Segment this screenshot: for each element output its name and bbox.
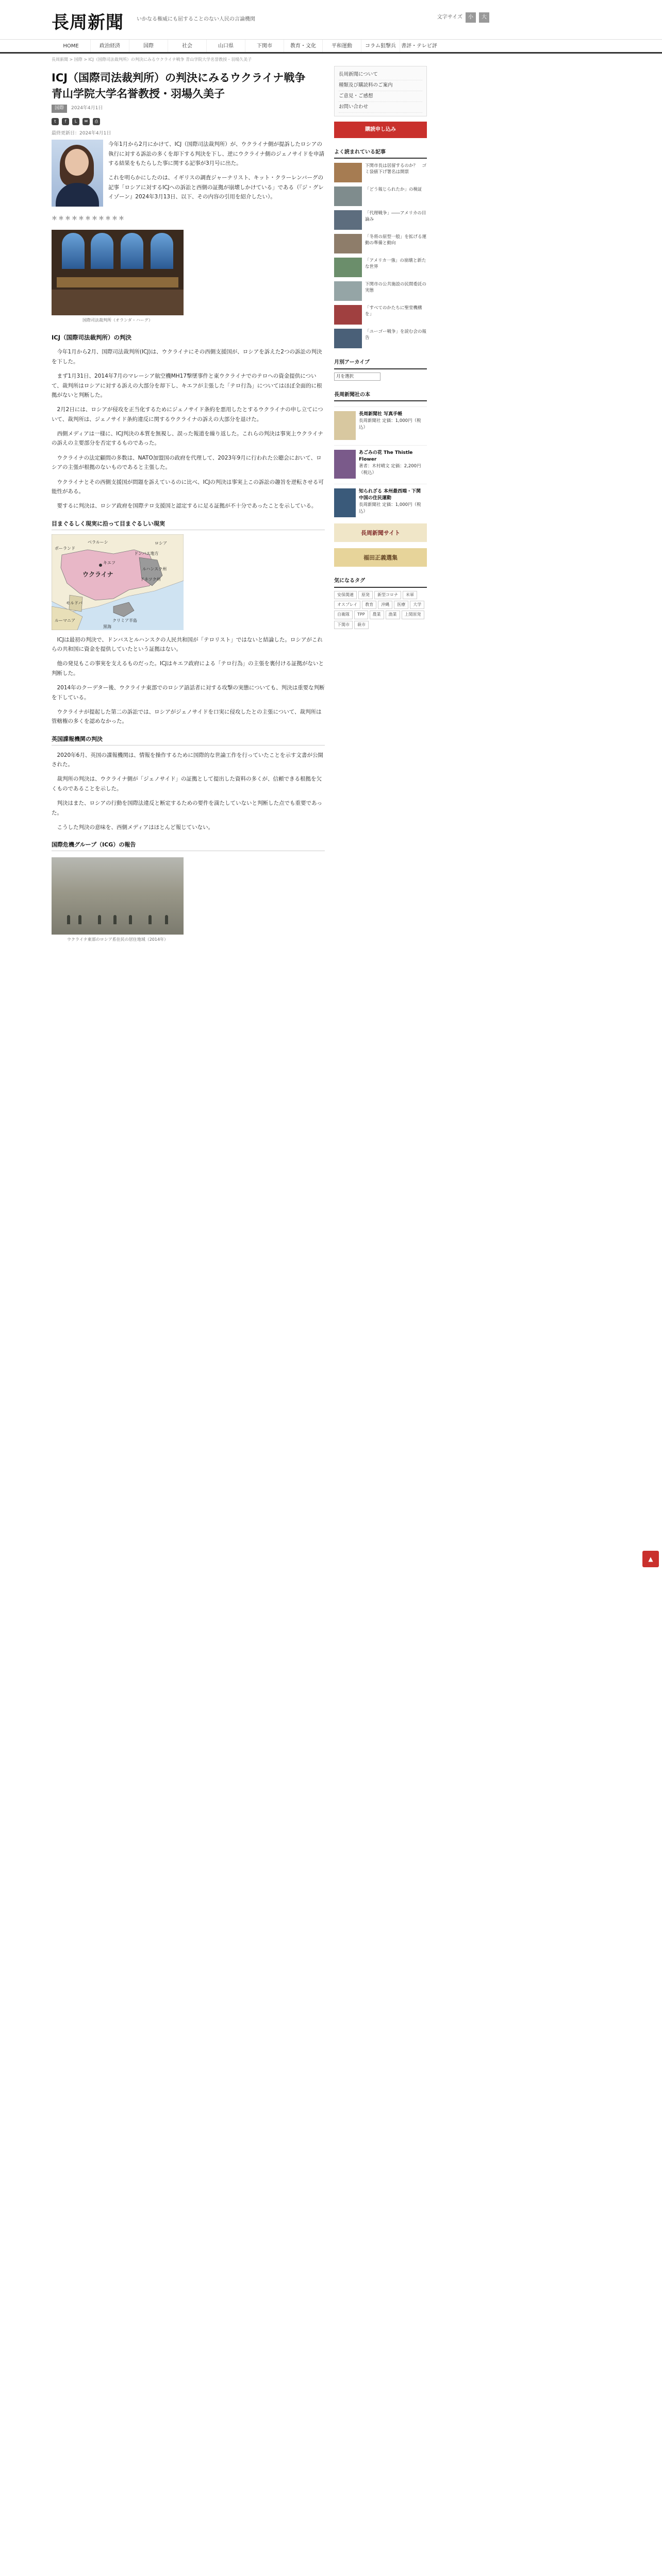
print-icon[interactable]: ⎙ bbox=[93, 118, 100, 125]
twitter-icon[interactable]: t bbox=[52, 118, 59, 125]
ranking-item[interactable]: 「冬将の原型一般」を拡げる運動の準備と動向 bbox=[334, 234, 427, 253]
books-title: 長周新聞社の本 bbox=[334, 391, 427, 402]
sidebar-link-contact[interactable]: お問い合わせ bbox=[339, 102, 422, 113]
map-label-russia: ロシア bbox=[155, 540, 167, 546]
map-label-luhansk: ルハンスク州 bbox=[142, 566, 167, 571]
tag-item[interactable]: 農業 bbox=[370, 611, 384, 619]
icj-court-photo bbox=[52, 230, 184, 315]
tag-item[interactable]: 自衛隊 bbox=[334, 611, 353, 619]
nav-item-yamaguchi[interactable]: 山口県 bbox=[206, 40, 245, 52]
updated-date: 最終更新日：2024年4月1日 bbox=[52, 131, 111, 137]
tag-item[interactable]: 米軍 bbox=[403, 591, 417, 599]
tag-cloud bbox=[334, 591, 427, 630]
article-date: 2024年4月1日 bbox=[71, 106, 103, 111]
author-portrait bbox=[52, 140, 103, 207]
nav-item-peace[interactable]: 平和運動 bbox=[322, 40, 361, 52]
mail-icon[interactable]: ✉ bbox=[82, 118, 90, 125]
breadcrumb[interactable]: 長周新聞 > 国際 > ICJ（国際司法裁判所）の判決にみるウクライナ戦争 青山学院大学名誉教授・羽場久美子 bbox=[52, 57, 252, 62]
map-label-poland: ポーランド bbox=[55, 546, 75, 551]
tag-item[interactable]: 大学 bbox=[410, 601, 424, 609]
article-paragraph: まず1月31日、2014年7月のマレーシア航空機MH17撃墜事件と東ウクライナでのテロへの資金提供について、裁判所はロシアに対する訴えの大部分を却下し、キエフが主張した「テロ行為」についてはほぼ全面的に根拠がないと判断した。 bbox=[52, 373, 322, 398]
site-logo[interactable]: 長周新聞 bbox=[52, 12, 124, 33]
article-paragraph: 判決はまた、ロシアの行動を国際法違反と断定するための要件を満たしていないと判断した点でも重要であった。 bbox=[52, 800, 322, 816]
ukraine-map bbox=[52, 534, 184, 630]
photo-caption: ウクライナ東部のロシア系住民の居住地域（2014年） bbox=[67, 937, 169, 942]
nav-item-review[interactable]: 書評・テレビ評 bbox=[400, 40, 438, 52]
facebook-icon[interactable]: f bbox=[62, 118, 69, 125]
tag-item[interactable]: 医療 bbox=[394, 601, 408, 609]
tag-item[interactable]: 沖縄 bbox=[378, 601, 392, 609]
article-paragraph: 2020年6月、英国の諜報機関は、情報を操作するために国際的な世論工作を行っていたことを示す文書が公開された。 bbox=[52, 752, 323, 768]
line-icon[interactable]: L bbox=[72, 118, 79, 125]
tag-item[interactable]: 下関市 bbox=[334, 621, 353, 629]
article-paragraph: 裁判所の判決は、ウクライナ側が「ジェノサイド」の証拠として提出した資料の多くが、信頼できる根拠を欠くものであることを示した。 bbox=[52, 776, 322, 792]
sidebar-link-feedback[interactable]: ご意見・ご感想 bbox=[339, 91, 422, 102]
sidebar-link-subscription-info[interactable]: 種類及び購読料のご案内 bbox=[339, 80, 422, 91]
tags-title: 気になるタグ bbox=[334, 577, 427, 588]
nav-item-shimonoseki[interactable]: 下関市 bbox=[245, 40, 284, 52]
tag-item[interactable]: オスプレイ bbox=[334, 601, 360, 609]
tag-item[interactable]: 安保関連 bbox=[334, 591, 357, 599]
map-label-black-sea: 黒海 bbox=[103, 624, 111, 629]
font-large-button[interactable]: 大 bbox=[479, 12, 489, 23]
kyiv-marker bbox=[99, 564, 102, 567]
site-banner[interactable]: 長周新聞サイト bbox=[334, 523, 427, 542]
section-heading: 目まぐるしく現実に沿って目まぐるしい現実 bbox=[52, 519, 325, 530]
photo-caption: 国際司法裁判所（オランダ・ハーグ） bbox=[82, 318, 153, 323]
site-header bbox=[0, 0, 662, 39]
tag-item[interactable]: TPP bbox=[354, 611, 368, 619]
tag-item[interactable]: 上関原発 bbox=[402, 611, 424, 619]
article-paragraph: ウクライナが提起した第二の訴訟では、ロシアがジェノサイドを口実に侵攻したとの主張について、裁判所は管轄権の多くを認めなかった。 bbox=[52, 708, 322, 725]
article-paragraph: 要するに判決は、ロシア政府を国際テロ支援国と認定するに足る証拠が不十分であったことを示している。 bbox=[57, 503, 317, 510]
tag-item[interactable]: 原発 bbox=[358, 591, 373, 599]
nav-item-home[interactable]: HOME bbox=[63, 43, 79, 49]
nav-item-politics[interactable]: 政治経済 bbox=[90, 40, 129, 52]
archive-select[interactable]: 月を選択 bbox=[334, 372, 380, 381]
article-paragraph: 今年1月から2月、国際司法裁判所(ICJ)は、ウクライナにその西側支援国が、ロシアを訴えた2つの訴訟の判決を下した。 bbox=[52, 349, 322, 365]
map-label-donetsk: ドネツク州 bbox=[140, 577, 161, 582]
ranking-item[interactable]: 「代理戦争」――アメリカの目論み bbox=[334, 210, 427, 230]
article-paragraph: ウクライナとその西側支援国が問題を訴えているのに比べ、ICJの判決は事実上この訴訟の趣旨を逆転させる可能性がある。 bbox=[52, 479, 324, 495]
sidebar bbox=[334, 66, 427, 629]
category-badge[interactable]: 国際 bbox=[52, 105, 67, 113]
info-links bbox=[334, 66, 427, 116]
selection-banner[interactable]: 福田正義選集 bbox=[334, 548, 427, 567]
map-label-crimea: クリミア半島 bbox=[112, 618, 137, 623]
article bbox=[52, 66, 325, 943]
map-label-ukraine: ウクライナ bbox=[82, 570, 113, 578]
article-title: ICJ（国際司法裁判所）の判決にみるウクライナ戦争 青山学院大学名誉教授・羽場久美子 bbox=[52, 72, 317, 100]
font-size-control bbox=[437, 12, 489, 23]
tag-item[interactable]: 教育 bbox=[362, 601, 376, 609]
ranking-item[interactable]: 下関市の公共施設の民間委託の実態 bbox=[334, 281, 427, 301]
article-paragraph: 他の発見もこの事実を支えるものだった。ICJはキエフ政府による「テロ行為」の主張を裏付ける証拠がないと判断した。 bbox=[52, 660, 324, 676]
article-paragraph: こうした判決の意味を、西側メディアはほとんど報じていない。 bbox=[57, 824, 214, 831]
tag-item[interactable]: 萩市 bbox=[354, 621, 369, 629]
lead-paragraph: 今年1月から2月にかけて、ICJ（国際司法裁判所）が、ウクライナ側が提訴したロシアの執行に対する訴訟の多くを却下する判決を下し、逆にウクライナ側のジェノサイドを申請する結果をもたらした事に関する記事が3月号に出た。 bbox=[108, 141, 324, 166]
main-nav bbox=[0, 39, 662, 54]
share-buttons bbox=[52, 118, 325, 125]
nav-item-international[interactable]: 国際 bbox=[129, 40, 168, 52]
article-paragraph: 2014年のクーデター後、ウクライナ東部でのロシア語話者に対する攻撃の実態についても、判決は重要な判断を下している。 bbox=[52, 685, 325, 701]
ranking-item[interactable]: 「どう報じられたか」の検証 bbox=[334, 187, 427, 206]
tag-item[interactable]: 新型コロナ bbox=[374, 591, 401, 599]
tag-item[interactable]: 漁業 bbox=[386, 611, 400, 619]
map-label-moldova: モルドバ bbox=[66, 600, 82, 605]
nav-item-column[interactable]: コラム狙撃兵 bbox=[361, 40, 400, 52]
ranking-item[interactable]: 下関市長は居留するのか？ ゴミ袋値下げ署名は開票 bbox=[334, 163, 427, 182]
font-size-label: 文字サイズ bbox=[437, 14, 462, 21]
site-tagline: いかなる権威にも屈することのない人民の言論機関 bbox=[137, 16, 255, 22]
archive-title: 月別アーカイブ bbox=[334, 359, 427, 369]
nav-item-education[interactable]: 教育・文化 bbox=[284, 40, 322, 52]
map-label-kyiv: キエフ bbox=[103, 560, 115, 565]
ranking-title: よく読まれている記事 bbox=[334, 148, 427, 159]
section-heading: 国際危機グループ（ICG）の報告 bbox=[52, 840, 325, 851]
map-label-romania: ルーマニア bbox=[55, 618, 75, 623]
map-label-donbas: ドンバス地方 bbox=[134, 551, 159, 556]
subscribe-button[interactable]: 購読申し込み bbox=[334, 122, 427, 138]
book-item[interactable]: あごみの花 The Thistle Flower 著者：木村晴文 定価：2,200円（税込） bbox=[334, 445, 427, 479]
page-top-button[interactable]: ▲ bbox=[642, 1551, 659, 1567]
separator: ＊＊＊＊＊＊＊＊＊＊＊ bbox=[52, 215, 125, 222]
font-small-button[interactable]: 小 bbox=[466, 12, 476, 23]
map-label-belarus: ベラルーシ bbox=[88, 539, 108, 545]
article-paragraph: 西側メディアは一様に、ICJ判決の本質を無視し、誤った報道を繰り返した。これらの判決は事実上ウクライナの訴えの主要部分を否定するものであった。 bbox=[52, 431, 323, 447]
ranking-item[interactable]: 「すべてのかたちに聖堂機構を」 bbox=[334, 305, 427, 325]
section-heading: ICJ（国際司法裁判所）の判決 bbox=[52, 333, 131, 341]
article-paragraph: ICJは最初の判決で、ドンバスとルハンスクの人民共和国が「テロリスト」ではないと結論した。ロシアがこれらの共和国に資金を提供していたという証拠はない。 bbox=[52, 636, 323, 653]
section-heading: 英国諜報機関の判決 bbox=[52, 735, 325, 745]
lead-paragraph-2: これを明らかにしたのは、イギリスの調査ジャーナリスト、キット・クラーレンバーグの記事「ロシアに対するICJへの訴訟と西側の証拠が崩壊しかけている」である（『ジ・グレイゾーン』2024年3月13日、以下、その内容の引用を紹介したい）。 bbox=[108, 175, 324, 200]
article-paragraph: 2月2日には、ロシアが侵攻を正当化するためにジェノサイド条約を悪用したとするウクライナの申し立てについて、裁判所は、ジェノサイド条約違反に関するウクライナの訴えの大部分を退けた。 bbox=[52, 406, 323, 422]
nav-item-society[interactable]: 社会 bbox=[168, 40, 206, 52]
field-photo bbox=[52, 857, 184, 935]
book-item[interactable]: 長周新聞社 写真手帳 長周新聞社 定価：1,000円（税込） bbox=[334, 406, 427, 440]
sidebar-link-about[interactable]: 長周新聞について bbox=[339, 70, 422, 80]
article-paragraph: ウクライナの法定顧問の多数は、NATO加盟国の政府を代理して、2023年9月に行われた公聴会において、ロシアの主張が根拠のないものであると主張した。 bbox=[52, 454, 322, 471]
book-item[interactable]: 知られざる 本州最西端・下関 中国の住民運動 長周新聞社 定価：1,000円（税込） bbox=[334, 484, 427, 517]
ranking-item[interactable]: 「ユーゴー戦争」を読む会の報告 bbox=[334, 329, 427, 348]
ranking-item[interactable]: 「アメリカ一強」の崩壊と新たな世界 bbox=[334, 258, 427, 277]
